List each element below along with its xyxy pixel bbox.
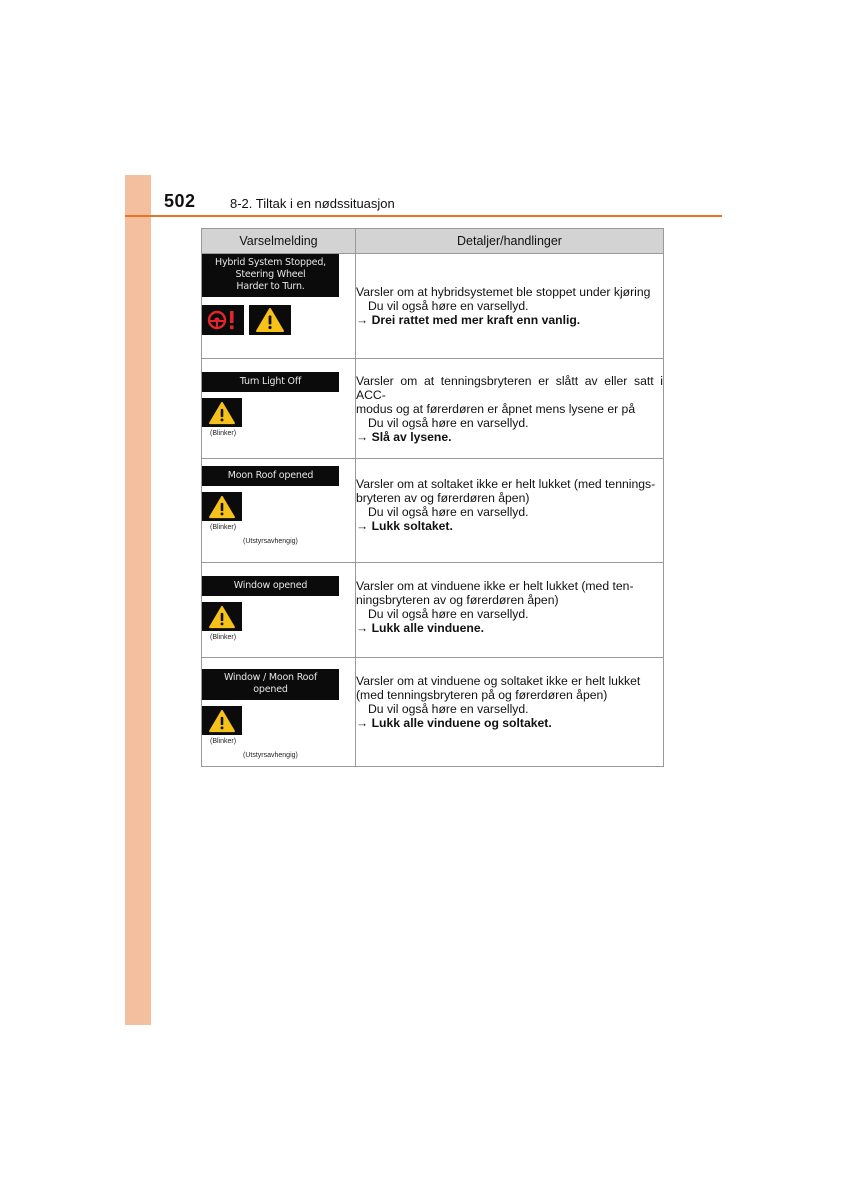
dashboard-display (202, 466, 339, 486)
table-row (202, 658, 664, 767)
details-cell (356, 563, 664, 658)
details-cell (356, 254, 664, 359)
message-cell (202, 459, 356, 563)
display-line: Hybrid System Stopped, (215, 257, 326, 268)
action-text: Slå av lysene. (371, 429, 452, 444)
display-line: opened (253, 684, 288, 695)
equipment-note: (Utstyrsavhengig) (243, 538, 298, 545)
details-cell (356, 658, 664, 767)
blinker-note: (Blinker) (210, 524, 237, 531)
warning-message-table (201, 228, 664, 767)
header-rule (125, 215, 722, 217)
display-line: Window opened (233, 580, 308, 591)
details-text: (med tenningsbryteren på og førerdøren åpen) (356, 688, 608, 702)
blinker-note: (Blinker) (210, 634, 237, 641)
warning-triangle-icon (249, 305, 291, 335)
warning-triangle-icon (202, 706, 242, 735)
action-line (356, 716, 663, 730)
details-text: modus og at førerdøren er åpnet mens lysene er på (356, 401, 636, 416)
indicator-icons (202, 305, 355, 335)
table-row (202, 359, 664, 459)
arrow-icon: → (356, 429, 369, 444)
details-text: Varsler om at vinduene ikke er helt lukket (med ten- (356, 579, 634, 593)
details-cell (356, 459, 664, 563)
details-text: Varsler om at hybridsystemet ble stoppet under kjøring (356, 285, 651, 299)
message-cell (202, 254, 356, 359)
action-line (356, 313, 663, 327)
equipment-note: (Utstyrsavhengig) (243, 752, 298, 759)
sound-note: Du vil også høre en varsellyd. (368, 299, 529, 313)
dashboard-display (202, 669, 339, 700)
chapter-side-band (125, 175, 151, 1025)
details-text: bryteren av og førerdøren åpen) (356, 491, 530, 505)
display-line: Window / Moon Roof (223, 672, 318, 683)
details-cell (356, 359, 664, 459)
red-steering-warning-icon (202, 305, 244, 335)
column-header-details: Detaljer/handlinger (356, 229, 664, 254)
table-row (202, 563, 664, 658)
dashboard-display (202, 372, 339, 392)
sound-note: Du vil også høre en varsellyd. (368, 702, 529, 716)
action-line (356, 430, 663, 444)
display-line: Steering Wheel (235, 269, 306, 280)
warning-triangle-icon (202, 398, 242, 427)
message-cell (202, 563, 356, 658)
action-line (356, 621, 663, 635)
page-number: 502 (164, 191, 196, 211)
column-header-message: Varselmelding (202, 229, 356, 254)
action-line (356, 519, 663, 533)
table-row (202, 254, 664, 359)
arrow-icon: → (356, 621, 369, 635)
warning-triangle-icon (202, 602, 242, 631)
arrow-icon: → (356, 716, 369, 730)
sound-note: Du vil også høre en varsellyd. (368, 415, 529, 430)
warning-triangle-icon (202, 492, 242, 521)
action-text: Drei rattet med mer kraft enn vanlig. (371, 313, 581, 327)
details-text: Varsler om at vinduene og soltaket ikke er helt lukket (356, 674, 641, 688)
details-text: ningsbryteren av og førerdøren åpen) (356, 593, 559, 607)
action-text: Lukk soltaket. (371, 519, 453, 533)
display-line: Turn Light Off (239, 376, 302, 387)
arrow-icon: → (356, 313, 369, 327)
table-row (202, 459, 664, 563)
sound-note: Du vil også høre en varsellyd. (368, 505, 529, 519)
action-text: Lukk alle vinduene. (371, 621, 485, 635)
dashboard-display (202, 254, 339, 297)
blinker-note: (Blinker) (210, 430, 237, 437)
display-line: Harder to Turn. (236, 281, 305, 292)
details-text: Varsler om at tenningsbryteren er slått av eller satt i ACC- (356, 373, 663, 402)
message-cell (202, 359, 356, 459)
blinker-note: (Blinker) (210, 738, 237, 745)
table-header-row (202, 229, 664, 254)
details-text: Varsler om at soltaket ikke er helt lukket (med tennings- (356, 477, 656, 491)
action-text: Lukk alle vinduene og soltaket. (371, 716, 552, 730)
sound-note: Du vil også høre en varsellyd. (368, 607, 529, 621)
arrow-icon: → (356, 519, 369, 533)
message-cell (202, 658, 356, 767)
chapter-title: 8-2. Tiltak i en nødssituasjon (230, 196, 395, 211)
dashboard-display (202, 576, 339, 596)
display-line: Moon Roof opened (227, 470, 314, 481)
